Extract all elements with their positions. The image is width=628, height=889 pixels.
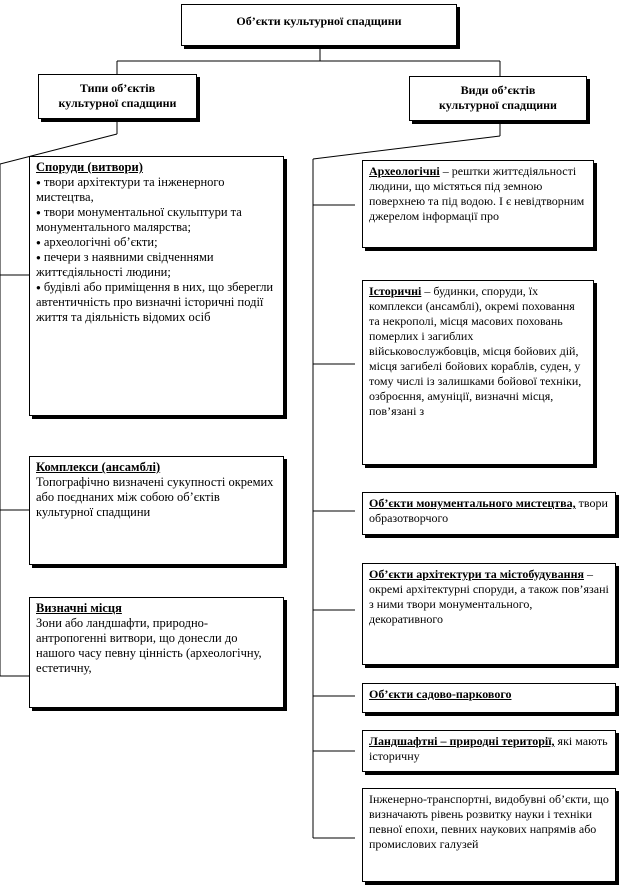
complexes-box xyxy=(29,456,284,565)
monumental-text: твори образотворчого xyxy=(369,496,608,525)
landscape-title: Ландшафтні – природні території, xyxy=(369,734,555,748)
structures-item: ● твори монументальної скульптури та монументального малярства; xyxy=(36,205,277,235)
places-box xyxy=(29,597,284,708)
kinds-header-line2: культурної спадщини xyxy=(439,98,557,112)
structures-item: ● твори архітектури та інженерного мистецтва, xyxy=(36,175,277,205)
archaeological-title: Археологічні xyxy=(369,164,440,178)
types-header-box xyxy=(38,74,197,119)
structures-box xyxy=(29,156,284,416)
garden-box xyxy=(362,683,616,713)
root-title: Об’єкти культурної спадщини xyxy=(236,14,402,28)
landscape-box xyxy=(362,730,616,772)
places-text: Зони або ландшафти, природно-антропогенні витвори, що донесли до нашого часу певну цінність (археологічну, естетичну, xyxy=(36,616,262,675)
kinds-header-line1: Види об’єктів xyxy=(460,83,536,97)
historical-text: – будинки, споруди, їх комплекси (ансамблі), окремі поховання та некрополі, місця масових поховань померлих і загиблих військовослужбовців, місця бойових дій, місця загибелі бойових кораблів, суден, у тому числі із залишками бойової техніки, озброєння, амуніції, визначні місця, пов’язані з xyxy=(369,284,582,418)
structures-item: ● будівлі або приміщення в них, що зберегли автентичність про визначні історичні події життя та діяльність відомих осіб xyxy=(36,280,277,325)
monumental-title: Об’єкти монументального мистецтва, xyxy=(369,496,576,510)
structures-item: ● печери з наявними свідченнями життєдіяльності людини; xyxy=(36,250,277,280)
structures-item: ● археологічні об’єкти; xyxy=(36,235,277,250)
types-header-line2: культурної спадщини xyxy=(58,96,177,110)
garden-title: Об’єкти садово-паркового xyxy=(369,687,512,701)
types-header-line1: Типи об’єктів xyxy=(79,81,156,95)
monumental-box xyxy=(362,492,616,535)
places-title: Визначні місця xyxy=(36,601,122,615)
engineering-box xyxy=(362,788,616,882)
archaeological-box xyxy=(362,160,594,248)
structures-title: Споруди (витвори) xyxy=(36,160,143,174)
architecture-title: Об’єкти архітектури та містобудування xyxy=(369,567,584,581)
root-box xyxy=(181,4,457,46)
architecture-text: – окремі архітектурні споруди, а також пов’язані з ними твори монументального, декоративного xyxy=(369,567,609,626)
kinds-header-box xyxy=(409,76,587,121)
complexes-text: Топографічно визначені сукупності окремих або поєднаних між собою об’єктів культурної спадщини xyxy=(36,475,274,519)
landscape-text: які мають історичну xyxy=(369,734,608,763)
complexes-title: Комплекси (ансамблі) xyxy=(36,460,161,474)
historical-title: Історичні xyxy=(369,284,422,298)
engineering-text: Інженерно-транспортні, видобувні об’єкти, що визначають рівень розвитку науки і техніки певної епохи, певних наукових напрямів або промислових галузей xyxy=(369,792,609,851)
historical-box xyxy=(362,280,594,465)
archaeological-text: – рештки життєдіяльності людини, що містяться під земною поверхнею та під водою. І є невідтворним джерелом інформації про xyxy=(369,164,585,223)
architecture-box xyxy=(362,563,616,665)
